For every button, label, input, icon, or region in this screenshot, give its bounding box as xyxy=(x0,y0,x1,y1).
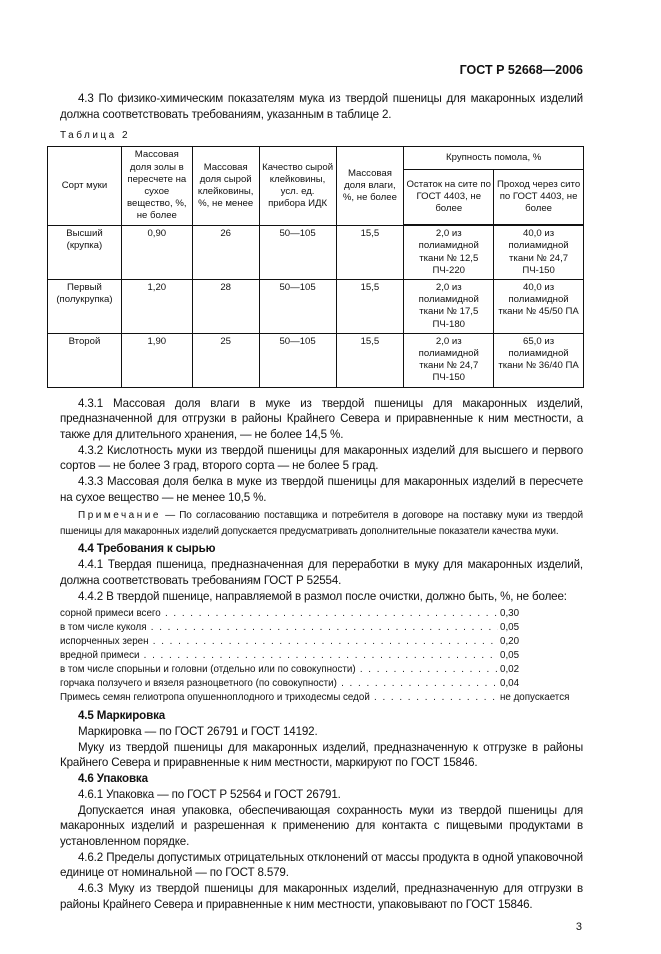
col-header-sort: Сорт муки xyxy=(48,147,122,225)
item-value: 0,05 xyxy=(500,622,520,634)
item-value: 0,20 xyxy=(500,636,520,648)
heading-4-5: 4.5 Маркировка xyxy=(78,709,166,723)
item-label: горчака ползучего и вязеля разноцветного (по совокупности) . . . xyxy=(60,677,498,691)
list-item xyxy=(60,607,590,621)
list-item xyxy=(60,691,590,705)
paragraph-4-5-a: Маркировка — по ГОСТ 26791 и ГОСТ 14192. xyxy=(78,725,318,738)
cell-sort: Первый (полукрупка) xyxy=(48,279,122,333)
col-header-pass: Проход через сито по ГОСТ 4403, не более xyxy=(494,169,584,225)
cell-pass: 65,0 из полиамидной ткани № 36/40 ПА xyxy=(494,333,584,387)
item-value: не допускается xyxy=(500,692,570,704)
paragraph-4-6-2: 4.6.2 Пределы допустимых отрицательных отклонений от массы продукта в одной упаковочной единице от номинальной — по ГОСТ 8.579. xyxy=(60,850,583,880)
paragraph-4-6-1: 4.6.1 Упаковка — по ГОСТ Р 52564 и ГОСТ 26791. xyxy=(78,787,341,801)
cell-quality: 50—105 xyxy=(259,225,336,279)
cell-gluten: 26 xyxy=(192,225,259,279)
note-label: Примечание xyxy=(78,510,161,522)
paragraph-4-3: 4.3 По физико-химическим показателям мука из твердой пшеницы для макаронных изделий должна соответствовать требованиям, указанным в таблице 2. xyxy=(60,92,583,121)
cell-quality: 50—105 xyxy=(259,333,336,387)
table-2 xyxy=(47,146,584,387)
cell-sort: Высший (крупка) xyxy=(48,225,122,279)
paragraph-4-4-2: 4.4.2 В твердой пшенице, направляемой в размол после очистки, должно быть, %, не более: xyxy=(78,589,567,603)
heading-4-4: 4.4 Требования к сырью xyxy=(78,542,216,556)
item-label: испорченных зерен . . . xyxy=(60,635,498,649)
item-value: 0,02 xyxy=(500,664,520,676)
col-header-grind: Крупность помола, % xyxy=(404,147,584,170)
document-id: ГОСТ Р 52668—2006 xyxy=(459,63,583,77)
list-item xyxy=(60,621,590,635)
cell-pass: 40,0 из полиамидной ткани № 45/50 ПА xyxy=(494,279,584,333)
item-label: вредной примеси . . . xyxy=(60,649,498,663)
cell-quality: 50—105 xyxy=(259,279,336,333)
col-header-residue: Остаток на сите по ГОСТ 4403, не более xyxy=(404,169,494,225)
cell-ash: 1,20 xyxy=(121,279,192,333)
table-row xyxy=(48,333,584,387)
heading-4-6: 4.6 Упаковка xyxy=(78,772,148,786)
item-label: Примесь семян гелиотропа опушенноплодного и триходесмы седой . . . xyxy=(60,691,498,705)
item-value: 0,30 xyxy=(500,608,520,620)
list-item xyxy=(60,677,590,691)
list-item xyxy=(60,635,590,649)
cell-sort: Второй xyxy=(48,333,122,387)
item-value: 0,05 xyxy=(500,650,520,662)
list-item xyxy=(60,649,590,663)
paragraph-4-6-3: 4.6.3 Муку из твердой пшеницы для макаронных изделий, предназначенную для отгрузки в районы Крайнего Севера и приравненные к ним местности, упаковывают по ГОСТ 15846. xyxy=(60,882,583,911)
paragraph-4-5-b: Муку из твердой пшеницы для макаронных изделий, предназначенную к отгрузке в районы Крайнего Севера и приравненные к ним местности, маркируют по ГОСТ 15846. xyxy=(60,740,583,770)
item-label: в том числе куколя . . . xyxy=(60,621,498,635)
paragraph-4-3-1: 4.3.1 Массовая доля влаги в муке из твердой пшеницы для макаронных изделий, предназначенной для отгрузки в районы Крайнего Севера и приравненные к ним местности, а также для длительного хранения, — не более 14,5 %. xyxy=(60,396,583,441)
note xyxy=(60,508,583,539)
cell-gluten: 25 xyxy=(192,333,259,387)
cell-pass: 40,0 из полиамидной ткани № 24,7 ПЧ-150 xyxy=(494,225,584,279)
cell-moisture: 15,5 xyxy=(336,279,404,333)
item-value: 0,04 xyxy=(500,678,520,690)
item-label: сорной примеси всего . . . xyxy=(60,607,498,621)
cell-moisture: 15,5 xyxy=(336,225,404,279)
cell-ash: 0,90 xyxy=(121,225,192,279)
paragraph-4-3-2: 4.3.2 Кислотность муки из твердой пшеницы для макаронных изделий для высшего и первого сортов — не более 3 град, второго сорта — не более 5 град. xyxy=(60,443,583,473)
col-header-gluten-quality: Качество сырой клейковины, усл. ед. прибора ИДК xyxy=(259,147,336,225)
cell-gluten: 28 xyxy=(192,279,259,333)
paragraph-4-4-1: 4.4.1 Твердая пшеница, предназначенная для переработки в муку для макаронных изделий, должна соответствовать требованиям ГОСТ Р 52554. xyxy=(60,558,583,587)
col-header-ash: Массовая доля золы в пересчете на сухое вещество, %, не более xyxy=(121,147,192,225)
list-item xyxy=(60,663,590,677)
table-label: Таблица 2 xyxy=(60,130,131,142)
note-text: — По согласованию поставщика и потребителя в договоре на поставку муки из твердой пшеницы для макаронных изделий допускается предусматривать дополнительные показатели качества муки. xyxy=(60,510,583,537)
cell-residue: 2,0 из полиамидной ткани № 17,5 ПЧ-180 xyxy=(404,279,494,333)
cell-residue: 2,0 из полиамидной ткани № 24,7 ПЧ-150 xyxy=(404,333,494,387)
item-label: в том числе спорыньи и головни (отдельно или по совокупности) . . . xyxy=(60,663,498,677)
paragraph-4-3-3: 4.3.3 Массовая доля белка в муке из твердой пшеницы для макаронных изделий в пересчете на сухое вещество — не менее 10,5 %. xyxy=(60,475,583,504)
cell-moisture: 15,5 xyxy=(336,333,404,387)
page-number: 3 xyxy=(575,921,582,934)
table-row xyxy=(48,279,584,333)
paragraph-4-6-1b: Допускается иная упаковка, обеспечивающая сохранность муки из твердой пшеницы для макаронных изделий и разрешенная к применению для контакта с пищевыми продуктами в установленном порядке. xyxy=(60,803,583,848)
col-header-gluten: Массовая доля сырой клейковины, %, не менее xyxy=(192,147,259,225)
table-row xyxy=(48,225,584,279)
impurities-list xyxy=(60,607,590,705)
cell-ash: 1,90 xyxy=(121,333,192,387)
cell-residue: 2,0 из полиамидной ткани № 12,5 ПЧ-220 xyxy=(404,225,494,279)
col-header-moisture: Массовая доля влаги, %, не более xyxy=(336,147,404,225)
